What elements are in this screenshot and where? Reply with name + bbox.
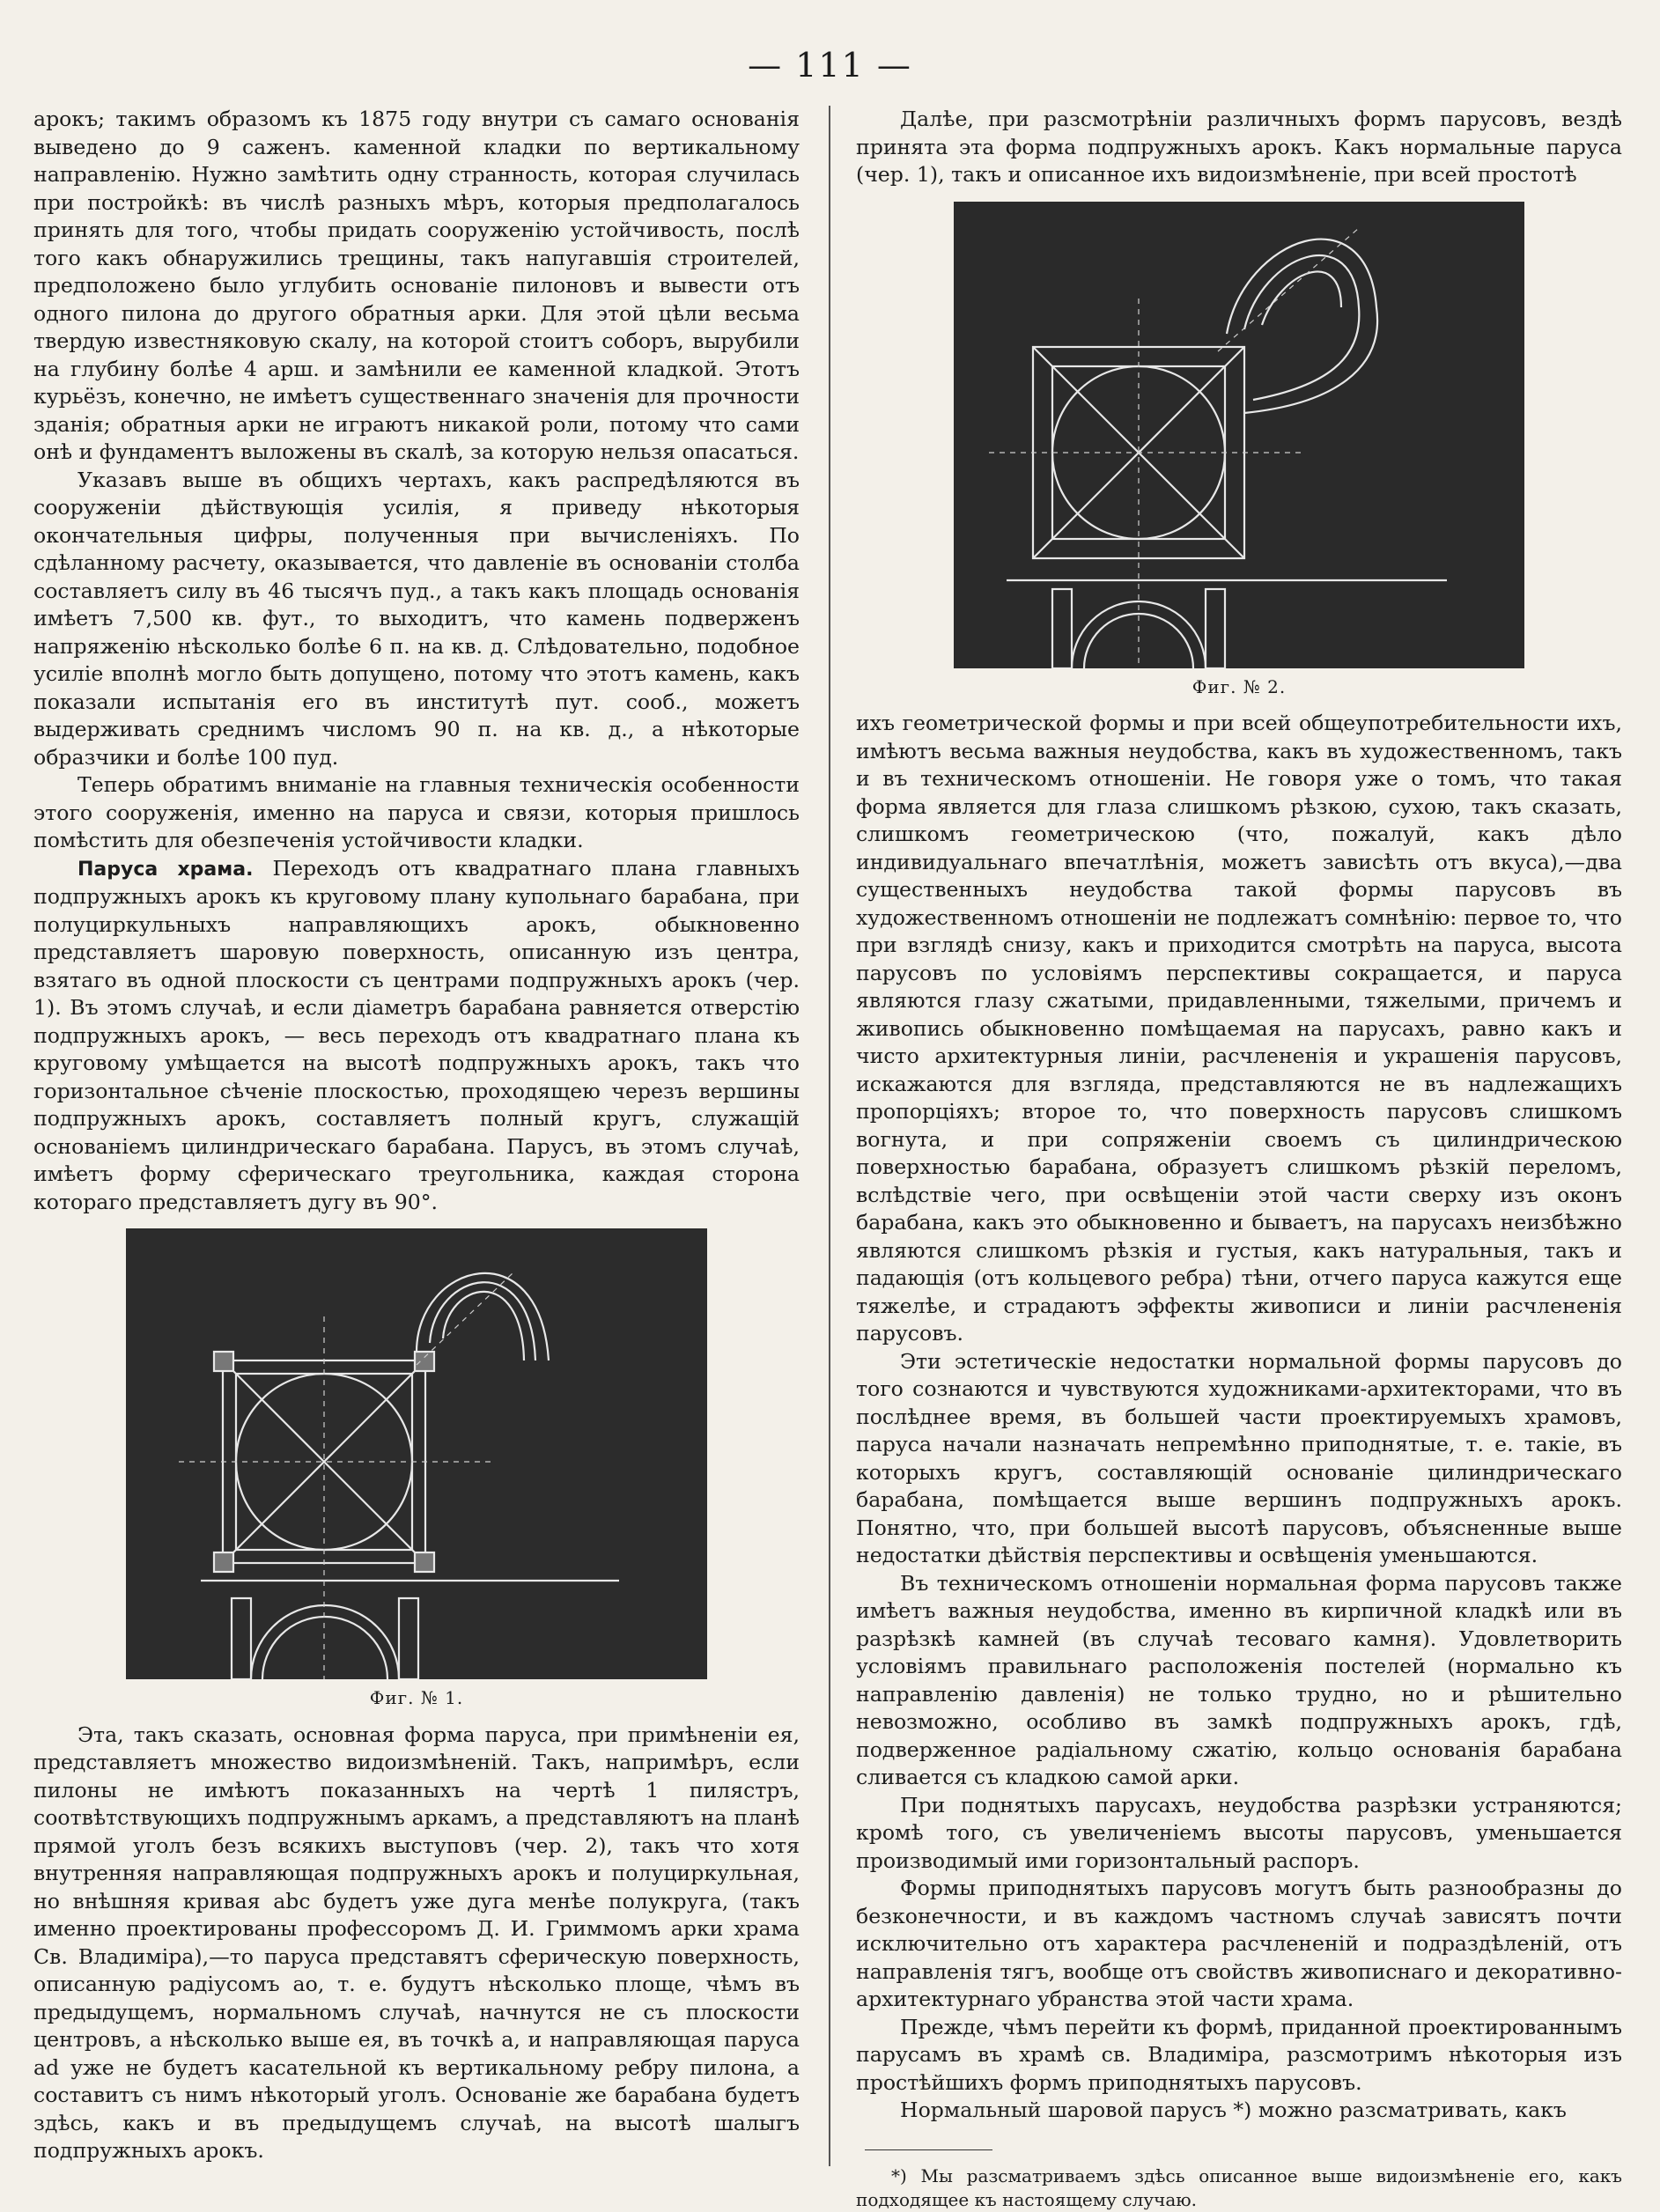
paragraph: ихъ геометрической формы и при всей общеупотребительности ихъ, имѣютъ весьма важныя неудобства, какъ въ художественномъ, такъ и въ техническомъ отношеніи. Не говоря уже о томъ, что такая форма является для глаза слишкомъ рѣзкою, сухою, такъ сказать, слишкомъ геометрическою (что, пожалуй, какъ дѣло индивидуальнаго впечатлѣнія, можетъ зависѣть отъ вкуса),—два существенныхъ неудобства такой формы парусовъ въ художественномъ отношеніи не подлежатъ сомнѣнію: первое то, что при взглядѣ снизу, какъ и приходится смотрѣть на паруса, высота парусовъ по условіямъ перспективы сокращается, и паруса являются глазу сжатыми, придавленными, тяжелыми, причемъ и живопись обыкновенно помѣщаемая на парусахъ, равно какъ и чисто архитектурныя линіи, расчлененія и украшенія парусовъ, искажаются для взгляда, представляются не въ надлежащихъ пропорціяхъ; второе то, что поверхность парусовъ слишкомъ вогнута, и при сопряженіи своемъ съ цилиндрическою поверхностью барабана, образуетъ слишкомъ рѣзкій переломъ, вслѣдствіе чего, при освѣщеніи этой части сверху изъ оконъ барабана, какъ это обыкновенно и бываетъ, на парусахъ неизбѣжно являются слишкомъ рѣзкія и густыя, какъ натуральныя, такъ и падающія (отъ кольцевого ребра) тѣни, отчего паруса кажутся еще тяжелѣе, и страдаютъ эффекты живописи и линіи расчлененія парусовъ. [856, 711, 1622, 1346]
page-number: — 111 — [748, 46, 912, 85]
footnote-rule [865, 2149, 992, 2150]
section-heading: Паруса храма. [77, 858, 254, 881]
figure-1 [33, 1228, 800, 1713]
column-divider [829, 106, 830, 2166]
section-text: Переходъ отъ квадратнаго плана главныхъ подпружныхъ арокъ къ круговому плану купольнаго барабана, при полуциркульныхъ направляющихъ арокъ, обыкновенно представляетъ шаровую поверхность, описанную изъ центра, взятаго въ одной плоскости съ центрами подпружныхъ арокъ (чер. 1). Въ этомъ случаѣ, и если діаметръ барабана равняется отверстію подпружныхъ арокъ, — весь переходъ отъ квадратнаго плана къ круговому умѣщается на высотѣ подпружныхъ арокъ, такъ что горизонтальное сѣченіе плоскостью, проходящею черезъ вершины подпружныхъ арокъ, составляетъ полный кругъ, служащій основаніемъ цилиндрическаго барабана. Парусъ, въ этомъ случаѣ, имѣетъ форму сферическаго треугольника, каждая сторона котораго представляетъ дугу въ 90°. [33, 855, 800, 1214]
paragraph: арокъ; такимъ образомъ къ 1875 году внутри съ самаго основанія выведено до 9 саженъ. каменной кладки по вертикальному направленію. Нужно замѣтить одну странность, которая случилась при постройкѣ: въ числѣ разныхъ мѣръ, которыя предполагалось принять для того, чтобы придать сооруженію устойчивость, послѣ того какъ обнаружились трещины, такъ напугавшія строителей, предположено было углубить основаніе пилоновъ и вывести отъ одного пилона до другого обратныя арки. Для этой цѣли весьма твердую известняковую скалу, на которой стоитъ соборъ, вырубили на глубину болѣе 4 арш. и замѣнили ее каменной кладкой. Этотъ курьёзъ, конечно, не имѣетъ существеннаго значенія для прочности зданія; обратныя арки не играютъ никакой роли, потому что сами онѣ и фундаментъ выложены въ скалѣ, за которую нельзя опасаться. [33, 107, 800, 464]
paragraph [33, 855, 800, 1217]
paragraph: Въ техническомъ отношеніи нормальная форма парусовъ также имѣетъ важныя неудобства, именно въ кирпичной кладкѣ или въ разрѣзкѣ камней (въ случаѣ тесоваго камня). Удовлетворить условіямъ правильнаго расположенія постелей (нормально къ направленію давленія) не только трудно, но и рѣшительно невозможно, особливо въ замкѣ подпружныхъ арокъ, гдѣ, подверженное радіальному сжатію, кольцо основанія барабана сливается съ кладкою самой арки. [856, 1570, 1622, 1789]
paragraph: Формы приподнятыхъ парусовъ могутъ быть разнообразны до безконечности, и въ каждомъ частномъ случаѣ зависятъ почти исключительно отъ характера расчлененій и подраздѣленій, отъ направленія тягъ, вообще отъ свойствъ живописнаго и декоративно-архитектурнаго убранства этой части храма. [856, 1876, 1622, 2011]
paragraph: Эта, такъ сказать, основная форма паруса, при примѣненіи ея, представляетъ множество видоизмѣненій. Такъ, напримѣръ, если пилоны не имѣютъ показанныхъ на чертѣ 1 пилястръ, соотвѣтствующихъ подпружнымъ аркамъ, а представляютъ на планѣ прямой уголъ безъ всякихъ выступовъ (чер. 2), такъ что хотя внутренняя направляющая подпружныхъ арокъ и полуциркульная, но внѣшняя кривая abc будетъ уже дуга менѣе полукруга, (такъ именно проектированы профессоромъ Д. И. Гриммомъ арки храма Св. Владиміра),—то паруса представятъ сферическую поверхность, описанную радіусомъ ao, т. е. будутъ нѣсколько площе, чѣмъ въ предыдущемъ, нормальномъ случаѣ, начнутся не съ плоскости центровъ, а нѣсколько выше ея, въ точкѣ a, и направляющая паруса ad уже не будетъ касательной къ вертикальному ребру пилона, а составитъ съ нимъ нѣкоторый уголъ. Основаніе же барабана будетъ здѣсь, какъ и въ предыдущемъ случаѣ, на высотѣ шалыгъ подпружныхъ арокъ. [33, 1722, 800, 2163]
paragraph: Далѣе, при разсмотрѣніи различныхъ формъ парусовъ, вездѣ принята эта форма подпружныхъ арокъ. Какъ нормальные паруса (чер. 1), такъ и описанное ихъ видоизмѣненіе, при всей простотѣ [856, 107, 1622, 187]
right-column [856, 106, 1622, 2212]
paragraph: Эти эстетическіе недостатки нормальной формы парусовъ до того сознаются и чувствуются художниками-архитекторами, что въ послѣднее время, въ большей части проектируемыхъ храмовъ, паруса начали назначать непремѣнно приподнятые, т. е. такіе, въ которыхъ кругъ, составляющій основаніе цилиндрическаго барабана, помѣщается выше вершинъ подпружныхъ арокъ. Понятно, что, при большей высотѣ парусовъ, объясненные выше недостатки дѣйствія перспективы и освѣщенія уменьшаются. [856, 1348, 1622, 1567]
figure-2-drawing [954, 202, 1524, 668]
paragraph: Указавъ выше въ общихъ чертахъ, какъ распредѣляются въ сооруженіи дѣйствующія усилія, я приведу нѣкоторыя окончательныя цифры, полученныя при вычисленіяхъ. По сдѣланному расчету, оказывается, что давленіе въ основаніи столба составляетъ силу въ 46 тысячъ пуд., а такъ какъ площадь основанія имѣетъ 7,500 кв. фут., то выходитъ, что камень подверженъ напряженію нѣсколько болѣе 6 п. на кв. д. Слѣдовательно, подобное усиліе вполнѣ могло быть допущено, потому что этотъ камень, какъ показали испытанія его въ институтѣ пут. сооб., можетъ выдерживать среднимъ числомъ 90 п. на кв. д., а нѣкоторые образчики и болѣе 100 пуд. [33, 467, 800, 770]
figure-2-caption: Фиг. № 2. [1192, 675, 1287, 697]
footnote: *) Мы разсматриваемъ здѣсь описанное выше видоизмѣненіе его, какъ подходящее къ настоящему случаю. [856, 2164, 1622, 2210]
figure-2 [856, 202, 1622, 702]
left-column [33, 106, 800, 2165]
paragraph: Прежде, чѣмъ перейти къ формѣ, приданной проектированнымъ парусамъ въ храмѣ св. Владиміра, разсмотримъ нѣкоторыя изъ простѣйшихъ формъ приподнятыхъ парусовъ. [856, 2014, 1622, 2095]
figure-1-caption: Фиг. № 1. [369, 1687, 464, 1708]
paragraph: Теперь обратимъ вниманіе на главныя техническія особенности этого сооруженія, именно на паруса и связи, которыя пришлось помѣстить для обезпеченія устойчивости кладки. [33, 772, 800, 852]
paragraph: Нормальный шаровой парусъ *) можно разсматривать, какъ [900, 2098, 1567, 2122]
figure-1-drawing [126, 1228, 707, 1679]
paragraph: При поднятыхъ парусахъ, неудобства разрѣзки устраняются; кромѣ того, съ увеличеніемъ высоты парусовъ, уменьшается производимый ими горизонтальный распоръ. [856, 1792, 1622, 1873]
